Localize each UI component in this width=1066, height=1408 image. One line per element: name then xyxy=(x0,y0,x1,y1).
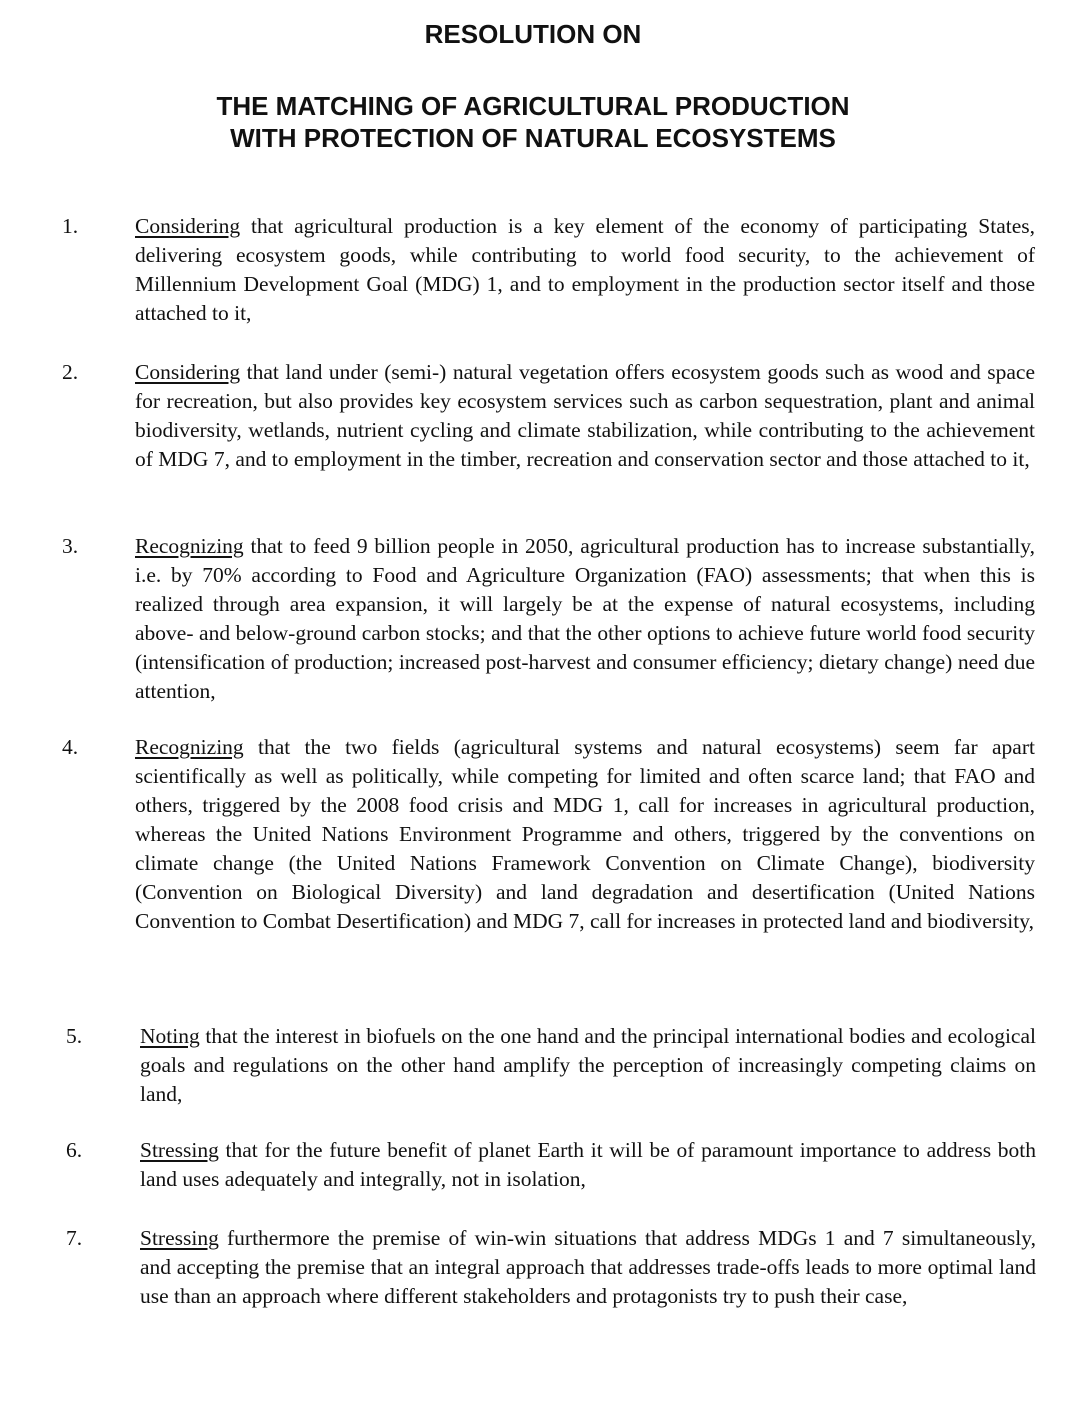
clause-number: 7. xyxy=(66,1226,83,1250)
clause-lead-word: Recognizing xyxy=(135,735,244,759)
clause-number: 2. xyxy=(62,360,79,384)
clause-body xyxy=(140,1022,1036,1109)
clause-lead-word: Stressing xyxy=(140,1138,219,1162)
clause-text: that land under (semi-) natural vegetation offers ecosystem goods such as wood and space for recreation, but also provides key ecosystem services such as carbon sequestration, plant and animal biodiversity, wetlands, nutrient cycling and climate stabilization, while contributing to the achievement of MDG 7, and to employment in the timber, recreation and conservation sector and those attached to it, xyxy=(135,360,1035,471)
document-title xyxy=(0,18,1066,154)
clause-text: that agricultural production is a key element of the economy of participating States, delivering ecosystem goods, while contributing to world food security, to the achievement of Millennium Development Goal (MDG) 1, and to employment in the production sector itself and those attached to it, xyxy=(135,214,1035,325)
clause-text: furthermore the premise of win-win situations that address MDGs 1 and 7 simultaneously, and accepting the premise that an integral approach that addresses trade-offs leads to more optimal land use than an approach where different stakeholders and protagonists try to push their case, xyxy=(140,1226,1036,1308)
clause-number: 6. xyxy=(66,1138,83,1162)
clause-number: 1. xyxy=(62,214,79,238)
title-line-3: WITH PROTECTION OF NATURAL ECOSYSTEMS xyxy=(230,123,836,153)
title-line-2: THE MATCHING OF AGRICULTURAL PRODUCTION xyxy=(216,91,850,121)
clause-text: that to feed 9 billion people in 2050, agricultural production has to increase substantially, i.e. by 70% according to Food and Agriculture Organization (FAO) assessments; that when this is realized through area expansion, it will largely be at the expense of natural ecosystems, including above- and below-ground carbon stocks; and that the other options to achieve future world food security (intensification of production; increased post-harvest and consumer efficiency; dietary change) need due attention, xyxy=(135,534,1035,703)
clause-number: 4. xyxy=(62,735,79,759)
clause-text: that the two fields (agricultural systems and natural ecosystems) seem far apart scientifically as well as politically, while competing for limited and often scarce land; that FAO and others, triggered by the 2008 food crisis and MDG 1, call for increases in agricultural production, whereas the United Nations Environment Programme and others, triggered by the conventions on climate change (the United Nations Framework Convention on Climate Change), biodiversity (Convention on Biological Diversity) and land degradation and desertification (United Nations Convention to Combat Desertification) and MDG 7, call for increases in protected land and biodiversity, xyxy=(135,735,1035,933)
clause-body xyxy=(135,212,1035,328)
clause-body xyxy=(135,733,1035,936)
clause-lead-word: Stressing xyxy=(140,1226,219,1250)
title-line-1: RESOLUTION ON xyxy=(424,19,642,49)
clause-text: that for the future benefit of planet Earth it will be of paramount importance to address both land uses adequately and integrally, not in isolation, xyxy=(140,1138,1036,1191)
clause-body xyxy=(135,532,1035,706)
clause-lead-word: Considering xyxy=(135,360,241,384)
clause-lead-word: Noting xyxy=(140,1024,200,1048)
clause-lead-word: Considering xyxy=(135,214,241,238)
clause-number: 5. xyxy=(66,1024,83,1048)
clause-text: that the interest in biofuels on the one hand and the principal international bodies and ecological goals and regulations on the other hand amplify the perception of increasingly competing claims on land, xyxy=(140,1024,1036,1106)
clause-lead-word: Recognizing xyxy=(135,534,244,558)
clause-body xyxy=(140,1136,1036,1194)
clause-number: 3. xyxy=(62,534,79,558)
clause-body xyxy=(135,358,1035,474)
clause-body xyxy=(140,1224,1036,1311)
